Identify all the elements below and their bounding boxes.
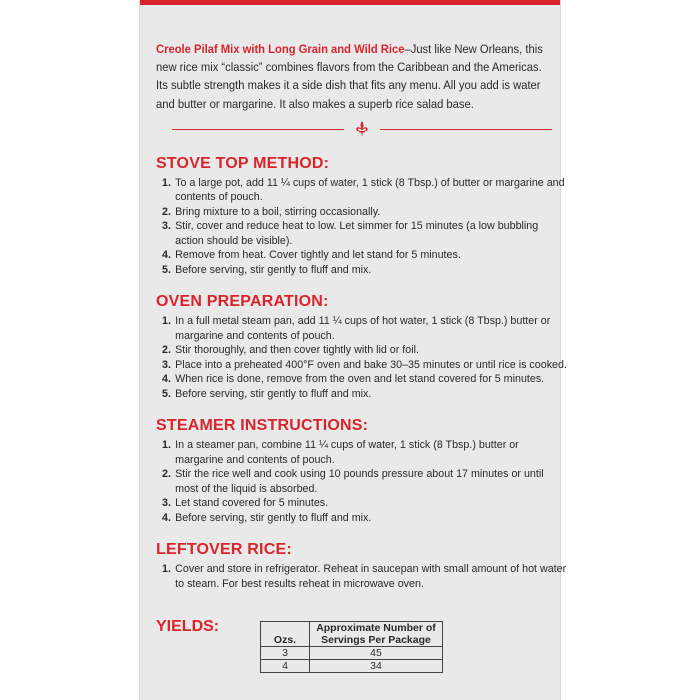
list-item — [162, 314, 568, 343]
yields-section — [156, 618, 548, 672]
step-text: Before serving, stir gently to fluff and mix. — [175, 387, 372, 400]
list-item — [162, 387, 568, 402]
list-item — [162, 248, 568, 263]
step-number: 1. — [162, 439, 171, 452]
step-list — [156, 438, 548, 525]
section-title: LEFTOVER RICE: — [156, 541, 292, 559]
instructions-content — [156, 40, 567, 591]
step-text: When rice is done, remove from the oven and let stand covered for 5 minutes. — [175, 373, 545, 386]
step-text: Cover and store in refrigerator. Reheat in saucepan with small amount of hot water to steam. For best results reheat in microwave oven. — [175, 563, 567, 590]
step-number: 5. — [162, 263, 171, 276]
yields-table — [260, 621, 443, 673]
list-item — [162, 219, 568, 248]
top-red-edge — [140, 0, 560, 5]
step-number: 5. — [162, 387, 171, 400]
step-number: 3. — [162, 358, 171, 371]
column-header-ozs: Ozs. — [261, 622, 310, 647]
step-number: 3. — [162, 497, 171, 510]
step-number: 3. — [162, 220, 171, 233]
stove-top-section — [156, 154, 565, 278]
list-item — [162, 562, 568, 591]
fleur-de-lis-icon — [353, 120, 371, 138]
step-text: In a full metal steam pan, add 11 ¼ cups of hot water, 1 stick (8 Tbsp.) butter or margarine and contents of pouch. — [175, 315, 551, 342]
step-text: Bring mixture to a boil, stirring occasionally. — [175, 205, 381, 218]
list-item — [162, 358, 568, 373]
intro-paragraph — [156, 40, 552, 113]
step-text: In a steamer pan, combine 11 ¼ cups of water, 1 stick (8 Tbsp.) butter or margarine and contents of pouch. — [175, 439, 519, 466]
step-number: 4. — [162, 511, 171, 524]
step-number: 2. — [162, 468, 171, 481]
list-item — [162, 205, 568, 220]
step-text: To a large pot, add 11 ¼ cups of water, 1 stick (8 Tbsp.) of butter or margarine and contents of pouch. — [175, 176, 565, 204]
step-number: 1. — [162, 315, 171, 328]
table-cell: 4 — [261, 660, 310, 673]
step-list — [156, 176, 565, 278]
leftover-section — [156, 541, 567, 591]
section-title: STOVE TOP METHOD: — [156, 154, 330, 172]
step-number: 4. — [162, 373, 171, 386]
step-number: 4. — [162, 249, 171, 262]
step-text: Place into a preheated 400°F oven and bake 30–35 minutes or until rice is cooked. — [175, 358, 567, 371]
divider-line-right — [380, 129, 552, 130]
table-row — [261, 647, 443, 660]
step-text: Before serving, stir gently to fluff and mix. — [175, 511, 372, 524]
list-item — [162, 511, 568, 526]
section-title: OVEN PREPARATION: — [156, 293, 329, 311]
divider-line-left — [172, 129, 344, 130]
step-list — [156, 314, 567, 401]
step-text: Let stand covered for 5 minutes. — [175, 497, 329, 510]
section-title: STEAMER INSTRUCTIONS: — [156, 417, 369, 435]
step-list — [156, 562, 567, 591]
fleur-divider — [172, 123, 552, 135]
list-item — [162, 372, 568, 387]
intro-text: –Just like New Orleans, this new rice mix “classic” combines flavors from the Caribbean and the Americas. Its subtle strength makes it a side dish that fits any menu. All you add is water and butter or margarine. It also makes a superb rice salad base. — [156, 42, 543, 111]
list-item — [162, 343, 568, 358]
yields-title: YIELDS: — [156, 618, 220, 635]
oven-section — [156, 293, 567, 401]
method-sections — [156, 154, 567, 592]
step-number: 1. — [162, 563, 171, 576]
list-item — [162, 438, 568, 467]
step-number: 1. — [162, 176, 171, 189]
step-number: 2. — [162, 205, 171, 218]
steamer-section — [156, 417, 548, 525]
table-row — [261, 660, 443, 673]
table-cell: 45 — [310, 647, 443, 660]
list-item — [162, 263, 568, 278]
table-cell: 34 — [310, 660, 443, 673]
step-text: Remove from heat. Cover tightly and let stand for 5 minutes. — [175, 249, 461, 262]
list-item — [162, 467, 568, 496]
step-text: Stir thoroughly, and then cover tightly with lid or foil. — [175, 344, 419, 357]
table-cell: 3 — [261, 647, 310, 660]
step-text: Stir, cover and reduce heat to low. Let simmer for 15 minutes (a low bubbling action should be visible). — [175, 220, 539, 247]
product-name: Creole Pilaf Mix with Long Grain and Wild Rice — [156, 42, 405, 56]
step-number: 2. — [162, 344, 171, 357]
column-header-servings: Approximate Number of Servings Per Package — [310, 622, 443, 647]
table-header-row — [261, 622, 443, 647]
step-text: Before serving, stir gently to fluff and mix. — [175, 263, 372, 276]
list-item — [162, 496, 568, 511]
step-text: Stir the rice well and cook using 10 pounds pressure about 17 minutes or until most of the liquid is absorbed. — [175, 468, 544, 495]
list-item — [162, 176, 568, 205]
